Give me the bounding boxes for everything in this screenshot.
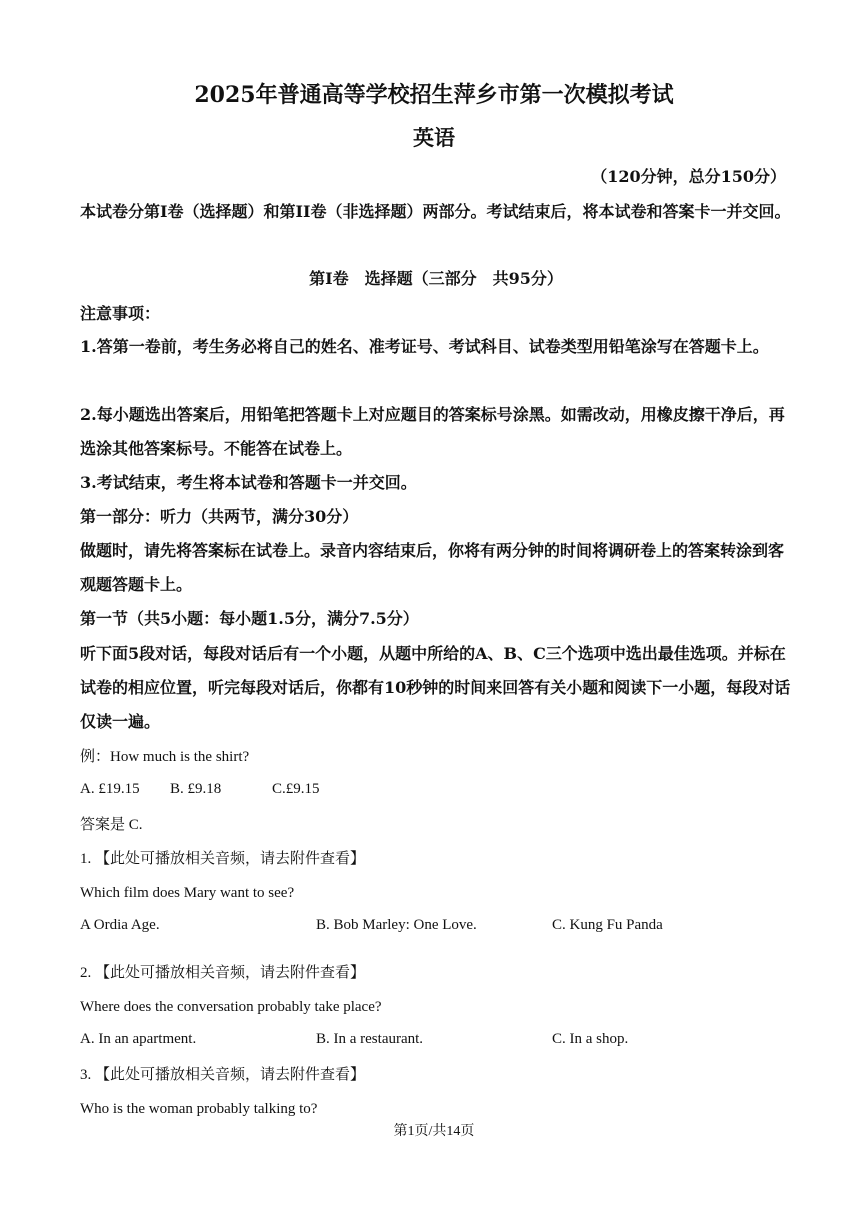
q1-option-a: A Ordia Age. xyxy=(80,917,160,933)
subject-title: 英语 xyxy=(413,125,455,150)
section1-title: 第一节（共5小题：每小题1.5分，满分7.5分） xyxy=(80,609,419,628)
part1-instruction: 做题时，请先将答案标在试卷上。录音内容结束后，你将有两分钟的时间将调研卷上的答案转涂到客观题答题卡上。 xyxy=(80,541,785,594)
example-option-c: C.£9.15 xyxy=(272,781,320,797)
example-answer: 答案是 C. xyxy=(80,817,143,833)
exam-title: 2025年普通高等学校招生萍乡市第一次模拟考试 xyxy=(194,82,674,108)
q2-option-b: B. In a restaurant. xyxy=(316,1031,424,1047)
intro-text: 本试卷分第I卷（选择题）和第II卷（非选择题）两部分。考试结束后，将本试卷和答案卡一并交回。 xyxy=(80,202,791,221)
notice-item-1: 1.答第一卷前，考生务必将自己的姓名、准考证号、考试科目、试卷类型用铅笔涂写在答题卡上。 xyxy=(80,337,769,356)
example-question: 例：How much is the shirt? xyxy=(80,749,250,765)
section-title: 第I卷 选择题（三部分 共95分） xyxy=(309,269,563,288)
q1-option-c: C. Kung Fu Panda xyxy=(552,917,663,933)
notice-item-2: 2.每小题选出答案后，用铅笔把答题卡上对应题目的答案标号涂黑。如需改动，用橡皮擦干净后，再选涂其他答案标号。不能答在试卷上。 xyxy=(80,405,785,458)
q1-audio[interactable]: 1. 【此处可播放相关音频，请去附件查看】 xyxy=(80,851,366,867)
section1-instruction: 听下面5段对话，每段对话后有一个小题，从题中所给的A、B、C三个选项中选出最佳选项。并标在试卷的相应位置，听完每段对话后，你都有10秒钟的时间来回答有关小题和阅读下一小题，每段对话仅读一遍。 xyxy=(80,644,791,731)
part1-title: 第一部分：听力（共两节，满分30分） xyxy=(80,507,359,526)
example-option-b: B. £9.18 xyxy=(170,781,222,797)
q3-audio[interactable]: 3. 【此处可播放相关音频，请去附件查看】 xyxy=(80,1067,366,1083)
notice-heading: 注意事项： xyxy=(80,304,161,323)
example-option-a: A. £19.15 xyxy=(80,781,140,797)
q1-text: Which film does Mary want to see? xyxy=(80,885,295,901)
q2-option-c: C. In a shop. xyxy=(552,1031,629,1047)
q2-audio[interactable]: 2. 【此处可播放相关音频，请去附件查看】 xyxy=(80,965,366,981)
q3-text: Who is the woman probably talking to? xyxy=(80,1101,318,1117)
q2-text: Where does the conversation probably take place? xyxy=(80,999,382,1015)
q1-option-b: B. Bob Marley: One Love. xyxy=(316,917,477,933)
exam-meta: （120分钟，总分150分） xyxy=(591,167,786,186)
notice-item-3: 3.考试结束，考生将本试卷和答题卡一并交回。 xyxy=(80,473,417,492)
page-footer: 第1页/共14页 xyxy=(393,1124,475,1139)
q2-option-a: A. In an apartment. xyxy=(80,1031,197,1047)
